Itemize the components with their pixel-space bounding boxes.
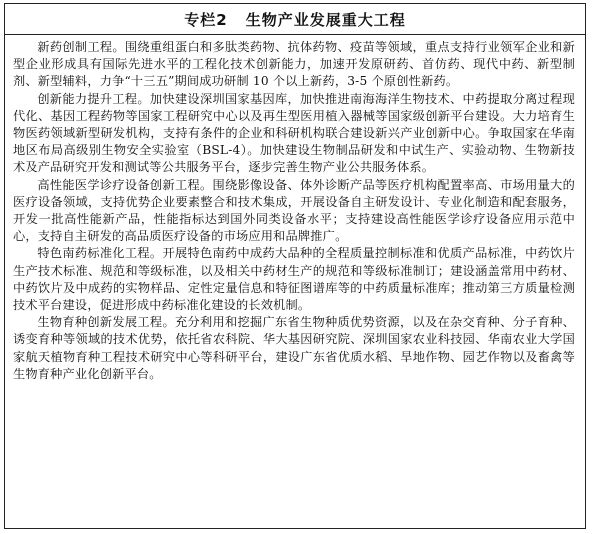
box-content — [5, 35, 585, 387]
paragraph-innovation-capacity: 创新能力提升工程。加快建设深圳国家基因库，加快推进南海海洋生物技术、中药提取分离过程现代化、基因工程药物等国家工程研究中心以及再生型医用植入器械等国家级创新平台建设。大力培育生物医药领域新型研发机构，支持有条件的企业和科研机构联合建设新兴产业创新中心。争取国家在华南地区布局高级别生物安全实验室（BSL-4）。加快建设生物制品研发和中试生产、实验动物、生物新技术及产品研究开发和测试等公共服务平台，逐步完善生物产业公共服务体系。 — [13, 91, 575, 175]
feature-box — [4, 3, 586, 529]
paragraph-new-drug: 新药创制工程。围绕重组蛋白和多肽类药物、抗体药物、疫苗等领域，重点支持行业领军企业和新型企业形成具有国际先进水平的工程化技术创新能力，加速开发原研药、首仿药、现代中药、新型制剂、新型辅料，力争“十三五”期间成功研制 10 个以上新药，3-5 个原创性新药。 — [13, 40, 575, 89]
box-title-bar — [5, 4, 585, 35]
box-title: 生物产业发展重大工程 — [245, 10, 406, 29]
paragraph-southern-medicine: 特色南药标准化工程。开展特色南药中成药大品种的全程质量控制标准和优质产品标准，中药饮片生产技术标准、规范和等级标准，以及相关中药材生产的规范和等级标准制订；建设涵盖常用中药材、中药饮片及中成药的实物样品、定性定量信息和特征图谱库等的中药质量标准库；推动第三方质量检测技术平台建设，促进形成中药标准化建设的长效机制。 — [13, 246, 575, 313]
paragraph-bio-breeding: 生物育种创新发展工程。充分利用和挖掘广东省生物种质优势资源，以及在杂交育种、分子育种、诱变育种等领域的技术优势，依托省农科院、华大基因研究院、深圳国家农业科技园、华南农业大学国家航天植物育种工程技术研究中心等科研平台，建设广东省优质水稻、旱地作物、园艺作物以及畜禽等生物育种产业化创新平台。 — [13, 315, 575, 381]
paragraph-medical-equipment: 高性能医学诊疗设备创新工程。围绕影像设备、体外诊断产品等医疗机构配置率高、市场用量大的医疗设备领域，支持优势企业要素整合和技术集成，开展设备自主研发设计、专业化制造和配套服务，开发一批高性能新产品，性能指标达到国外同类设备水平；支持建设高性能医学诊疗设备应用示范中心，支持自主研发的高品质医疗设备的市场应用和品牌推广。 — [13, 177, 575, 244]
box-label: 专栏2 — [184, 10, 228, 29]
